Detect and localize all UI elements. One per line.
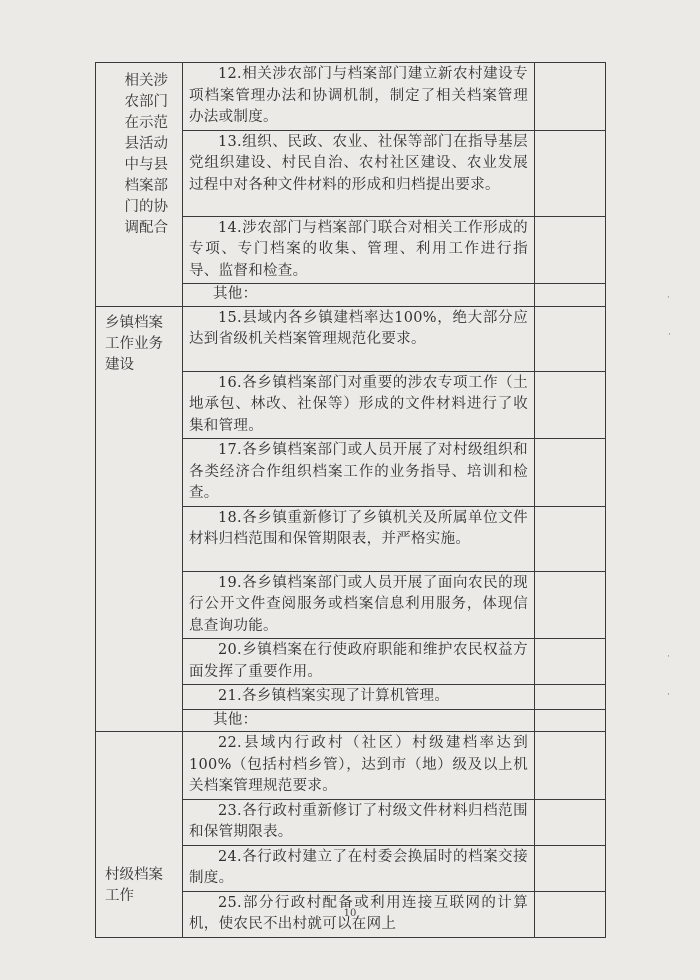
category-label: 相关涉农部门在示范县活动中与县档案部门的协调配合 [124,73,168,236]
table-row [96,63,606,131]
scan-speck: · [668,330,671,340]
item-cell [183,506,535,571]
score-cell [535,845,606,891]
score-cell [535,306,606,371]
item-cell [183,216,535,284]
table-row [96,732,606,800]
scan-speck: · [667,652,670,662]
item-cell [183,639,535,685]
item-text: 18.各乡镇重新修订了乡镇机关及所属单位文件材料归档范围和保管期限表，并严格实施。 [189,509,528,547]
score-cell [535,639,606,685]
other-cell [183,709,535,732]
category-cell [96,732,183,938]
category-label: 村级档案工作 [105,866,163,904]
scan-speck: · [667,690,670,700]
other-cell [183,284,535,307]
item-text: 19.各乡镇档案部门或人员开展了面向农民的现行公开文件查阅服务或档案信息利用服务，体现信息查询功能。 [189,574,528,634]
item-text: 20.乡镇档案在行使政府职能和维护农民权益方面发挥了重要作用。 [189,642,528,680]
score-cell [535,216,606,284]
table-row [96,306,606,371]
other-label: 其他： [213,711,258,728]
category-cell [96,306,183,732]
score-cell [535,799,606,845]
score-cell [535,284,606,307]
item-text: 12.相关涉农部门与档案部门建立新农村建设专项档案管理办法和协调机制，制定了相关档案管理办法或制度。 [189,66,528,125]
item-text: 17.各乡镇档案部门或人员开展了对村级组织和各类经济合作组织档案工作的业务指导、培训和检查。 [189,442,528,501]
item-text: 15.县域内各乡镇建档率达100%，绝大部分应达到省级机关档案管理规范化要求。 [189,309,528,347]
item-text: 23.各行政村重新修订了村级文件材料归档范围和保管期限表。 [189,802,528,840]
scan-speck: · [667,293,670,303]
score-cell [535,439,606,507]
item-text: 14.涉农部门与档案部门联合对相关工作形成的专项、专门档案的收集、管理、利用工作进行指导、监督和检查。 [189,219,528,279]
score-cell [535,709,606,732]
score-cell [535,63,606,131]
item-text: 25.部分行政村配备或利用连接互联网的计算机，使农民不出村就可以在网上 [189,894,528,932]
item-cell [183,685,535,710]
item-text: 13.组织、民政、农业、社保等部门在指导基层党组织建设、村民自治、农村社区建设、农业发展过程中对各种文件材料的形成和归档提出要求。 [189,133,528,193]
score-cell [535,130,606,216]
item-cell [183,732,535,800]
score-cell [535,571,606,639]
item-cell [183,306,535,371]
item-text: 21.各乡镇档案实现了计算机管理。 [218,688,450,704]
score-cell [535,685,606,710]
item-cell [183,439,535,507]
item-cell [183,799,535,845]
page-number: 10 [343,908,357,919]
other-label: 其他： [213,286,258,302]
item-cell [183,845,535,891]
item-text: 22.县域内行政村（社区）村级建档率达到100%（包括村档乡管），达到市（地）级及以上机关档案管理规范要求。 [189,735,528,794]
score-cell [535,732,606,800]
score-cell [535,371,606,439]
item-text: 24.各行政村建立了在村委会换届时的档案交接制度。 [189,848,528,886]
item-cell [183,371,535,439]
score-cell [535,506,606,571]
category-label: 乡镇档案工作业务建设 [105,314,163,373]
item-cell [183,130,535,216]
item-text: 16.各乡镇档案部门对重要的涉农专项工作（土地承包、林改、社保等）形成的文件材料进行了收集和管理。 [189,374,528,434]
item-cell [183,63,535,131]
category-cell [96,63,183,307]
evaluation-table [95,62,606,938]
item-cell [183,571,535,639]
